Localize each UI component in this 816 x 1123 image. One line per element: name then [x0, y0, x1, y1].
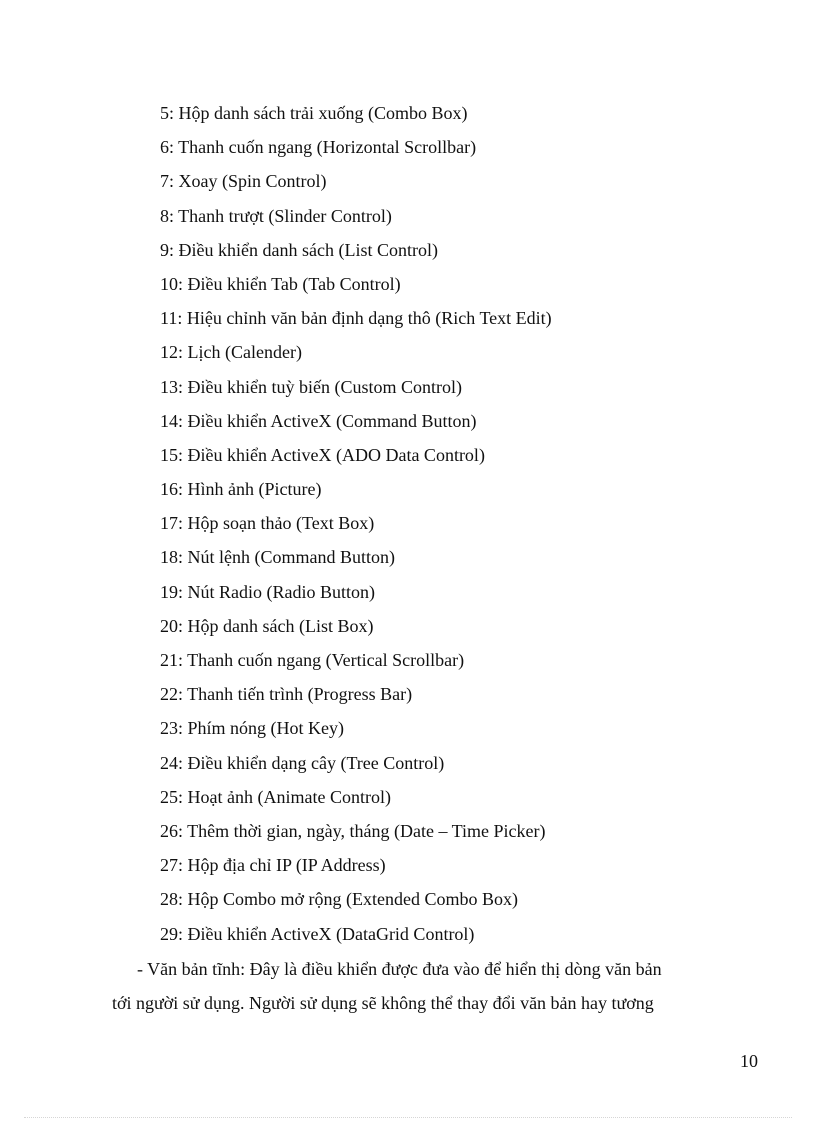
list-item: 21: Thanh cuốn ngang (Vertical Scrollbar): [160, 650, 465, 670]
list-item: 6: Thanh cuốn ngang (Horizontal Scrollbar): [160, 137, 477, 158]
list-item: 5: Hộp danh sách trải xuống (Combo Box): [160, 103, 468, 123]
control-list: [160, 99, 552, 954]
list-item: 14: Điều khiển ActiveX (Command Button): [160, 410, 477, 431]
list-item: 15: Điều khiển ActiveX (ADO Data Control): [160, 444, 485, 465]
list-item: 28: Hộp Combo mở rộng (Extended Combo Box): [160, 889, 518, 910]
list-item: 27: Hộp địa chỉ IP (IP Address): [160, 855, 386, 876]
list-item: 8: Thanh trượt (Slinder Control): [160, 205, 392, 226]
list-item: 25: Hoạt ảnh (Animate Control): [160, 786, 391, 807]
list-item: 22: Thanh tiến trình (Progress Bar): [160, 684, 413, 705]
list-item: 7: Xoay (Spin Control): [160, 171, 327, 192]
list-item: 13: Điều khiển tuỳ biến (Custom Control): [160, 376, 462, 397]
list-item: 20: Hộp danh sách (List Box): [160, 615, 374, 636]
list-item: 26: Thêm thời gian, ngày, tháng (Date – Time Picker): [160, 820, 546, 841]
list-item: 16: Hình ảnh (Picture): [160, 479, 322, 500]
body-paragraph-line-1: - Văn bản tĩnh: Đây là điều khiển được đưa vào để hiển thị dòng văn bản: [137, 959, 662, 979]
page-bottom-divider: [24, 1117, 792, 1118]
list-item: 29: Điều khiển ActiveX (DataGrid Control): [160, 923, 475, 944]
list-item: 23: Phím nóng (Hot Key): [160, 718, 344, 739]
list-item: 19: Nút Radio (Radio Button): [160, 581, 375, 602]
list-item: 18: Nút lệnh (Command Button): [160, 547, 395, 568]
list-item: 17: Hộp soạn thảo (Text Box): [160, 513, 375, 534]
page-number: 10: [740, 1051, 758, 1071]
list-item: 9: Điều khiển danh sách (List Control): [160, 239, 438, 260]
list-item: 11: Hiệu chỉnh văn bản định dạng thô (Rich Text Edit): [160, 308, 552, 329]
list-item: 10: Điều khiển Tab (Tab Control): [160, 273, 401, 294]
list-item: 12: Lịch (Calender): [160, 342, 302, 363]
body-paragraph-line-2: tới người sử dụng. Người sử dụng sẽ không thể thay đổi văn bản hay tương: [112, 993, 654, 1013]
list-item: 24: Điều khiển dạng cây (Tree Control): [160, 752, 445, 773]
